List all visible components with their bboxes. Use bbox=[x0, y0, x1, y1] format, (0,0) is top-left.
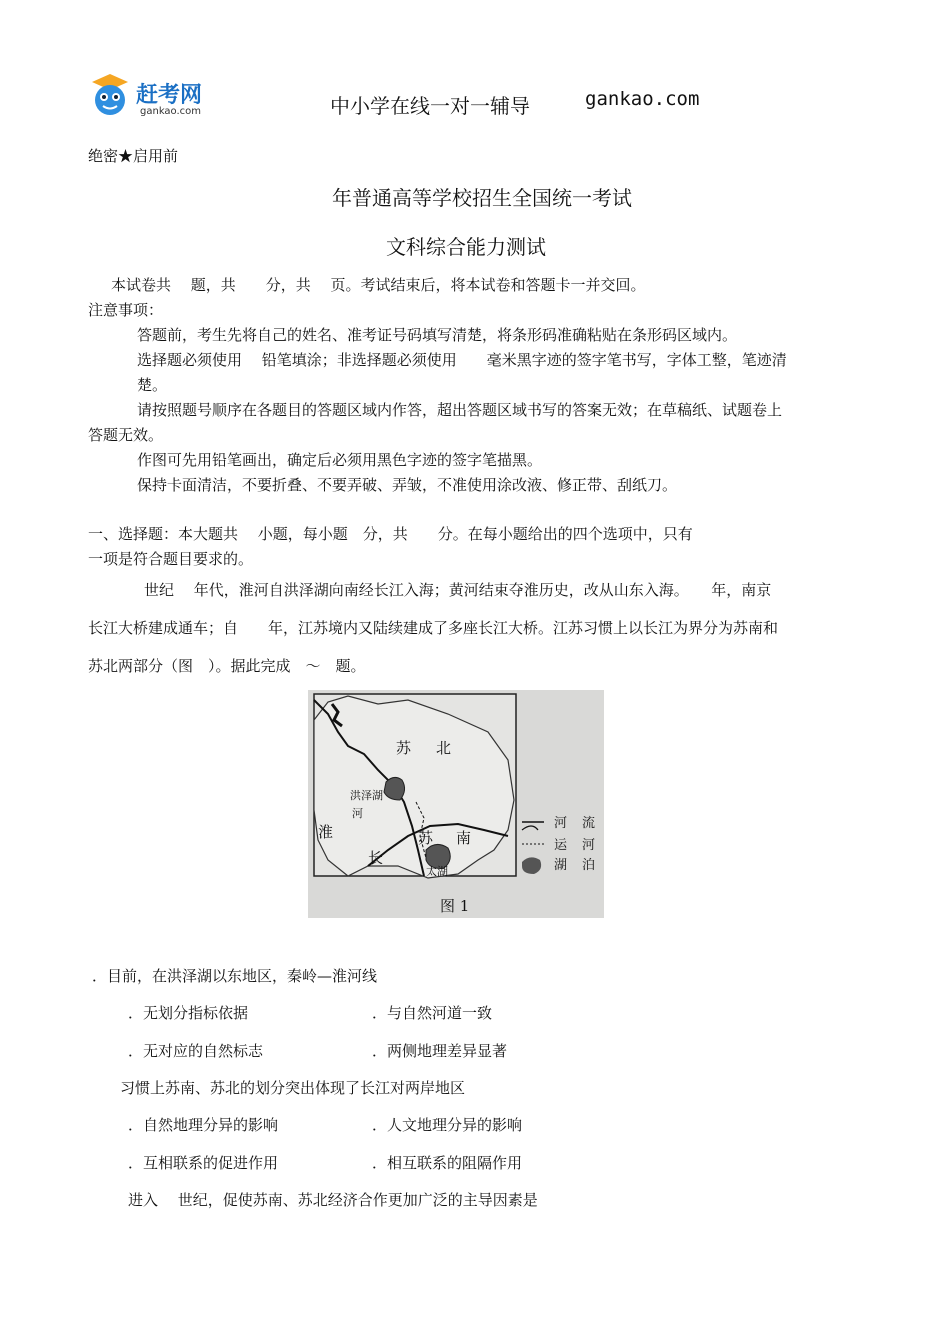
confidential-label: 绝密★启用前 bbox=[88, 147, 179, 165]
map-label-huai: 淮 bbox=[318, 823, 334, 841]
map-label-sunan-1: 苏 bbox=[418, 829, 434, 847]
legend-lake-1: 湖 bbox=[554, 858, 568, 873]
question-1-option-b[interactable]: ．与自然河道一致 bbox=[372, 1004, 493, 1022]
exam-title: 年普通高等学校招生全国统一考试 bbox=[332, 186, 632, 210]
legend-canal-2: 河 bbox=[582, 838, 596, 853]
map-label-taihu: 太湖 bbox=[426, 865, 448, 878]
map-label-hongze: 洪泽湖 bbox=[350, 789, 383, 802]
map-label-subei-2: 北 bbox=[436, 739, 452, 757]
question-2-option-c[interactable]: ．互相联系的促进作用 bbox=[128, 1154, 279, 1172]
passage-line-1: 世纪 年代，淮河自洪泽湖向南经长江入海；黄河结束夺淮历史，改从山东入海。 年，南京 bbox=[144, 581, 772, 599]
map-label-sunan-2: 南 bbox=[456, 829, 472, 847]
header-title: 中小学在线一对一辅导 bbox=[330, 94, 530, 118]
question-1-option-c[interactable]: ．无对应的自然标志 bbox=[128, 1042, 264, 1060]
question-1-option-a[interactable]: ．无划分指标依据 bbox=[128, 1004, 249, 1022]
map-label-river: 河 bbox=[352, 807, 363, 820]
question-2-option-b[interactable]: ．人文地理分异的影响 bbox=[372, 1116, 523, 1134]
question-2-option-a[interactable]: ．自然地理分异的影响 bbox=[128, 1116, 279, 1134]
notice-item-2-cont: 楚。 bbox=[137, 376, 168, 394]
legend-river-1: 河 bbox=[554, 816, 568, 831]
intro-text: 本试卷共 题，共 分，共 页。考试结束后，将本试卷和答题卡一并交回。 bbox=[111, 276, 646, 294]
notice-item-3: 请按照题号顺序在各题目的答题区域内作答，超出答题区域书写的答案无效；在草稿纸、试题卷上 bbox=[137, 401, 783, 419]
logo-mascot-icon bbox=[88, 72, 132, 118]
legend-lake-2: 泊 bbox=[582, 858, 596, 873]
legend-canal-1: 运 bbox=[554, 838, 568, 853]
passage-line-2: 长江大桥建成通车；自 年，江苏境内又陆续建成了多座长江大桥。江苏习惯上以长江为界分为苏南和 bbox=[88, 619, 779, 637]
question-1-stem: ．目前，在洪泽湖以东地区，秦岭—淮河线 bbox=[92, 967, 378, 985]
site-logo[interactable] bbox=[88, 72, 228, 122]
logo-text: 赶考网 bbox=[136, 83, 203, 108]
question-1-option-d[interactable]: ．两侧地理差异显著 bbox=[372, 1042, 508, 1060]
question-3-stem: 进入 世纪，促使苏南、苏北经济合作更加广泛的主导因素是 bbox=[128, 1191, 538, 1209]
section-heading: 一、选择题：本大题共 小题，每小题 分，共 分。在每小题给出的四个选项中，只有 bbox=[88, 525, 693, 543]
section-heading-cont: 一项是符合题目要求的。 bbox=[88, 550, 254, 568]
notice-item-4: 作图可先用铅笔画出，确定后必须用黑色字迹的签字笔描黑。 bbox=[137, 451, 543, 469]
notice-item-1: 答题前，考生先将自己的姓名、准考证号码填写清楚，将条形码准确粘贴在条形码区域内。 bbox=[137, 326, 738, 344]
legend-river-2: 流 bbox=[582, 816, 596, 831]
question-2-option-d[interactable]: ．相互联系的阻隔作用 bbox=[372, 1154, 523, 1172]
notice-item-3-cont: 答题无效。 bbox=[88, 426, 164, 444]
figure-caption: 图 1 bbox=[440, 897, 470, 915]
map-label-subei-1: 苏 bbox=[396, 739, 412, 757]
map-label-chang: 长 bbox=[368, 849, 384, 867]
logo-subtext: gankao.com bbox=[140, 106, 202, 117]
exam-subtitle: 文科综合能力测试 bbox=[386, 235, 546, 259]
question-2-stem: 习惯上苏南、苏北的划分突出体现了长江对两岸地区 bbox=[120, 1079, 466, 1097]
notice-heading: 注意事项： bbox=[88, 301, 164, 319]
figure-1-map bbox=[308, 690, 604, 918]
header-url[interactable]: gankao.com bbox=[585, 88, 700, 110]
notice-item-2: 选择题必须使用 铅笔填涂；非选择题必须使用 毫米黑字迹的签字笔书写，字体工整，笔迹清 bbox=[137, 351, 787, 369]
notice-item-5: 保持卡面清洁，不要折叠、不要弄破、弄皱，不准使用涂改液、修正带、刮纸刀。 bbox=[137, 476, 678, 494]
passage-line-3: 苏北两部分（图 ）。据此完成 ～ 题。 bbox=[88, 657, 366, 675]
